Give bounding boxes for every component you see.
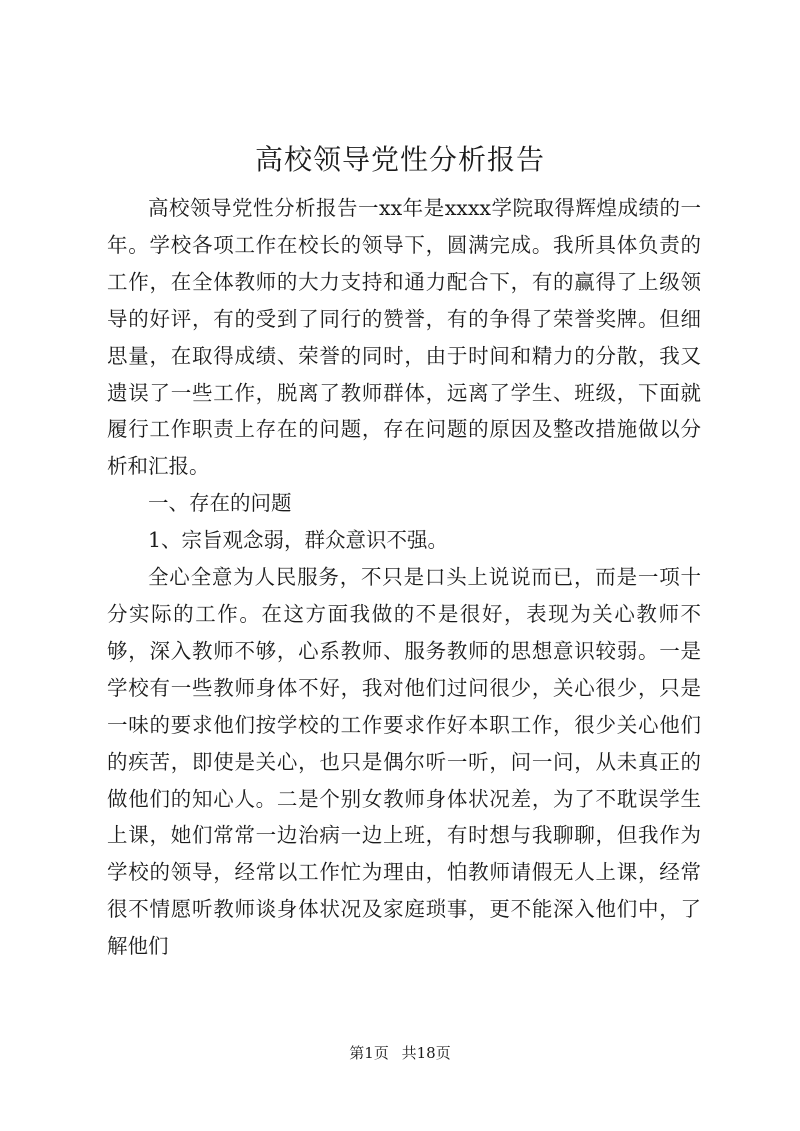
document-body bbox=[107, 190, 701, 965]
page-title: 高校领导党性分析报告 bbox=[254, 143, 545, 176]
page-footer bbox=[0, 1043, 800, 1063]
page-number: 第1页 bbox=[349, 1044, 389, 1062]
total-pages: 共18页 bbox=[401, 1044, 451, 1062]
section-heading: 一、存在的问题 bbox=[148, 491, 292, 516]
body-paragraph: 全心全意为人民服务，不只是口头上说说而已，而是一项十分实际的工作。在这方面我做的不是很好，表现为关心教师不够，深入教师不够，心系教师、服务教师的思想意识较弱。一是学校有一些教师身体不好，我对他们过问很少，关心很少，只是一味的要求他们按学校的工作要求作好本职工作，很少关心他们的疾苦，即使是关心，也只是偶尔听一听，问一问，从未真正的做他们的知心人。二是个别女教师身体状况差，为了不耽误学生上课，她们常常一边治病一边上班，有时想与我聊聊，但我作为学校的领导，经常以工作忙为理由，怕教师请假无人上课，经常很不情愿听教师谈身体状况及家庭琐事，更不能深入他们中，了解他们 bbox=[107, 565, 701, 959]
intro-paragraph: 高校领导党性分析报告一xx年是xxxx学院取得辉煌成绩的一年。学校各项工作在校长的领导下，圆满完成。我所具体负责的工作，在全体教师的大力支持和通力配合下，有的赢得了上级领导的好评，有的受到了同行的赞誉，有的争得了荣誉奖牌。但细思量，在取得成绩、荣誉的同时，由于时间和精力的分散，我又遗误了一些工作，脱离了教师群体，远离了学生、班级，下面就履行工作职责上存在的问题，存在问题的原因及整改措施做以分析和汇报。 bbox=[107, 196, 701, 479]
subsection-heading: 1、宗旨观念弱，群众意识不强。 bbox=[148, 528, 449, 553]
